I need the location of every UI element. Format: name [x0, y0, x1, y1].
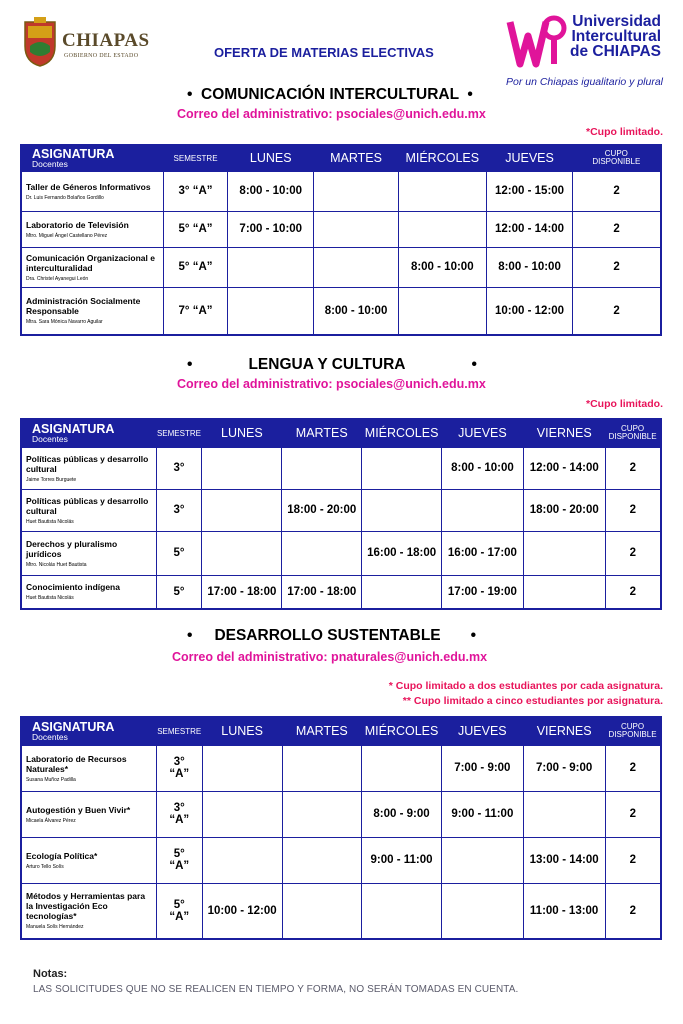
section-title-comunicacion: • COMUNICACIÓN INTERCULTURAL • — [187, 86, 473, 103]
time-cell: 9:00 - 11:00 — [441, 791, 523, 837]
semestre-cell: 5° “A” — [163, 211, 227, 247]
table-row — [21, 211, 661, 247]
header-day: MIÉRCOLES — [398, 145, 486, 171]
semestre-cell: 3° — [156, 447, 202, 489]
time-cell: 16:00 - 18:00 — [362, 531, 442, 575]
time-cell — [398, 211, 486, 247]
time-cell — [362, 575, 442, 609]
time-cell — [362, 447, 442, 489]
time-cell — [282, 791, 362, 837]
subject-cell: Políticas públicas y desarrollo cultural Jaime Torres Burguete — [21, 447, 156, 489]
time-cell — [362, 489, 442, 531]
time-cell — [282, 883, 362, 939]
time-cell: 8:00 - 10:00 — [228, 171, 314, 211]
time-cell — [523, 791, 605, 837]
header-day: MARTES — [282, 419, 362, 447]
time-cell: 10:00 - 12:00 — [486, 287, 572, 335]
time-cell: 12:00 - 15:00 — [486, 171, 572, 211]
semestre-cell: 5° — [156, 575, 202, 609]
table-row — [21, 171, 661, 211]
time-cell — [441, 837, 523, 883]
time-cell: 12:00 - 14:00 — [486, 211, 572, 247]
section-note: *Cupo limitado. — [586, 126, 663, 138]
time-cell: 7:00 - 9:00 — [441, 745, 523, 791]
section-note: * Cupo limitado a dos estudiantes por cada asignatura. — [388, 680, 663, 692]
cupo-cell: 2 — [605, 489, 661, 531]
time-cell — [441, 883, 523, 939]
section-note: *Cupo limitado. — [586, 398, 663, 410]
time-cell: 18:00 - 20:00 — [523, 489, 605, 531]
subject-cell: Autogestión y Buen Vivir* Micaela Álvarez Pérez — [21, 791, 156, 837]
header-day: MIÉRCOLES — [362, 717, 442, 745]
cupo-cell: 2 — [605, 883, 661, 939]
header-cupo: CUPO DISPONIBLE — [605, 419, 661, 447]
subject-cell: Derechos y pluralismo jurídicos Mtro. Nicolás Huet Bautista — [21, 531, 156, 575]
university-slogan: Por un Chiapas igualitario y plural — [506, 76, 664, 88]
time-cell — [314, 171, 398, 211]
time-cell — [523, 531, 605, 575]
header-day: JUEVES — [442, 419, 524, 447]
time-cell: 11:00 - 13:00 — [523, 883, 605, 939]
time-cell — [202, 837, 282, 883]
header-day: LUNES — [228, 145, 314, 171]
header-day: VIERNES — [523, 419, 605, 447]
semestre-cell: 5° “A” — [163, 247, 227, 287]
header-semestre: SEMESTRE — [156, 717, 202, 745]
time-cell — [314, 247, 398, 287]
notes-label: Notas: — [33, 968, 68, 980]
subject-cell: Taller de Géneros Informativos Dr. Luis Fernando Bolaños Gordillo — [21, 171, 163, 211]
semestre-cell: 5° “A” — [156, 883, 202, 939]
table-row — [21, 489, 661, 531]
table-row — [21, 883, 661, 939]
time-cell — [202, 447, 282, 489]
cupo-cell: 2 — [573, 211, 661, 247]
time-cell — [282, 447, 362, 489]
time-cell: 8:00 - 10:00 — [398, 247, 486, 287]
subject-cell: Laboratorio de Televisión Mtro. Miguel Ángel Castellano Pérez — [21, 211, 163, 247]
table-row — [21, 837, 661, 883]
subject-cell: Métodos y Herramientas para la Investigación Eco tecnologías* Manuela Solís Hernández — [21, 883, 156, 939]
section-email-comunicacion: Correo del administrativo: psociales@unich.edu.mx — [177, 107, 486, 121]
time-cell: 8:00 - 10:00 — [486, 247, 572, 287]
time-cell — [523, 575, 605, 609]
schedule-table-comunicacion — [20, 144, 662, 336]
table-row — [21, 745, 661, 791]
time-cell: 18:00 - 20:00 — [282, 489, 362, 531]
cupo-cell: 2 — [573, 247, 661, 287]
section-title-desarrollo: • DESARROLLO SUSTENTABLE • — [187, 627, 477, 644]
time-cell — [202, 531, 282, 575]
time-cell — [202, 489, 282, 531]
semestre-cell: 3° “A” — [163, 171, 227, 211]
header-day: MARTES — [314, 145, 398, 171]
time-cell — [398, 171, 486, 211]
time-cell — [228, 287, 314, 335]
time-cell: 17:00 - 19:00 — [442, 575, 524, 609]
table-row — [21, 247, 661, 287]
university-name: Universidad Intercultural de CHIAPAS — [570, 13, 662, 60]
state-subtitle: GOBIERNO DEL ESTADO — [64, 53, 139, 59]
header-day: LUNES — [202, 419, 282, 447]
time-cell: 8:00 - 10:00 — [442, 447, 524, 489]
subject-cell: Administración Socialmente Responsable Mtra. Sara Mónica Navarro Aguilar — [21, 287, 163, 335]
header-day: MARTES — [282, 717, 362, 745]
time-cell: 17:00 - 18:00 — [282, 575, 362, 609]
header-semestre: SEMESTRE — [156, 419, 202, 447]
table-row — [21, 531, 661, 575]
semestre-cell: 7° “A” — [163, 287, 227, 335]
time-cell — [202, 791, 282, 837]
time-cell — [282, 837, 362, 883]
time-cell: 7:00 - 9:00 — [523, 745, 605, 791]
time-cell: 10:00 - 12:00 — [202, 883, 282, 939]
header-day: MIÉRCOLES — [362, 419, 442, 447]
unich-logo-icon — [506, 14, 568, 76]
header-cupo: CUPO DISPONIBLE — [573, 145, 661, 171]
header-day: JUEVES — [486, 145, 572, 171]
header-cupo: CUPO DISPONIBLE — [605, 717, 661, 745]
semestre-cell: 3° “A” — [156, 791, 202, 837]
header-day: VIERNES — [523, 717, 605, 745]
cupo-cell: 2 — [605, 575, 661, 609]
notes-text: LAS SOLICITUDES QUE NO SE REALICEN EN TIEMPO Y FORMA, NO SERÁN TOMADAS EN CUENTA. — [33, 984, 519, 995]
table-row — [21, 287, 661, 335]
subject-cell: Comunicación Organizacional e interculturalidad Dra. Christel Ayanegui León — [21, 247, 163, 287]
time-cell: 9:00 - 11:00 — [362, 837, 442, 883]
time-cell: 8:00 - 9:00 — [362, 791, 442, 837]
cupo-cell: 2 — [573, 287, 661, 335]
cupo-cell: 2 — [605, 447, 661, 489]
schedule-table-lengua — [20, 418, 662, 610]
time-cell — [362, 883, 442, 939]
time-cell — [314, 211, 398, 247]
section-email-desarrollo: Correo del administrativo: pnaturales@unich.edu.mx — [172, 650, 488, 664]
time-cell: 7:00 - 10:00 — [228, 211, 314, 247]
page-title: OFERTA DE MATERIAS ELECTIVAS — [214, 45, 434, 60]
time-cell — [282, 531, 362, 575]
time-cell — [228, 247, 314, 287]
state-name: CHIAPAS — [62, 30, 150, 51]
time-cell: 17:00 - 18:00 — [202, 575, 282, 609]
section-note: ** Cupo limitado a cinco estudiantes por asignatura. — [402, 695, 663, 707]
cupo-cell: 2 — [605, 837, 661, 883]
time-cell — [202, 745, 282, 791]
semestre-cell: 3° “A” — [156, 745, 202, 791]
time-cell: 13:00 - 14:00 — [523, 837, 605, 883]
semestre-cell: 3° — [156, 489, 202, 531]
semestre-cell: 5° “A” — [156, 837, 202, 883]
header-day: LUNES — [202, 717, 282, 745]
section-title-lengua: • LENGUA Y CULTURA • — [187, 356, 477, 373]
time-cell: 8:00 - 10:00 — [314, 287, 398, 335]
cupo-cell: 2 — [605, 791, 661, 837]
subject-cell: Políticas públicas y desarrollo cultural Huet Bautista Nicolás — [21, 489, 156, 531]
header-semestre: SEMESTRE — [163, 145, 227, 171]
cupo-cell: 2 — [605, 531, 661, 575]
chiapas-coat-of-arms-icon — [22, 16, 58, 68]
time-cell — [282, 745, 362, 791]
header-asignatura: ASIGNATURA Docentes — [21, 717, 156, 745]
table-row — [21, 447, 661, 489]
cupo-cell: 2 — [573, 171, 661, 211]
header-asignatura: ASIGNATURA Docentes — [21, 145, 163, 171]
header-day: JUEVES — [441, 717, 523, 745]
subject-cell: Conocimiento indígena Huet Bautista Nicolás — [21, 575, 156, 609]
time-cell — [398, 287, 486, 335]
time-cell: 16:00 - 17:00 — [442, 531, 524, 575]
section-email-lengua: Correo del administrativo: psociales@unich.edu.mx — [177, 377, 486, 391]
cupo-cell: 2 — [605, 745, 661, 791]
time-cell — [442, 489, 524, 531]
header-asignatura: ASIGNATURA Docentes — [21, 419, 156, 447]
schedule-table-desarrollo — [20, 716, 662, 940]
subject-cell: Laboratorio de Recursos Naturales* Susana Muñoz Padilla — [21, 745, 156, 791]
time-cell: 12:00 - 14:00 — [523, 447, 605, 489]
semestre-cell: 5° — [156, 531, 202, 575]
time-cell — [362, 745, 442, 791]
subject-cell: Ecología Política* Arturo Tello Solís — [21, 837, 156, 883]
table-row — [21, 791, 661, 837]
table-row — [21, 575, 661, 609]
